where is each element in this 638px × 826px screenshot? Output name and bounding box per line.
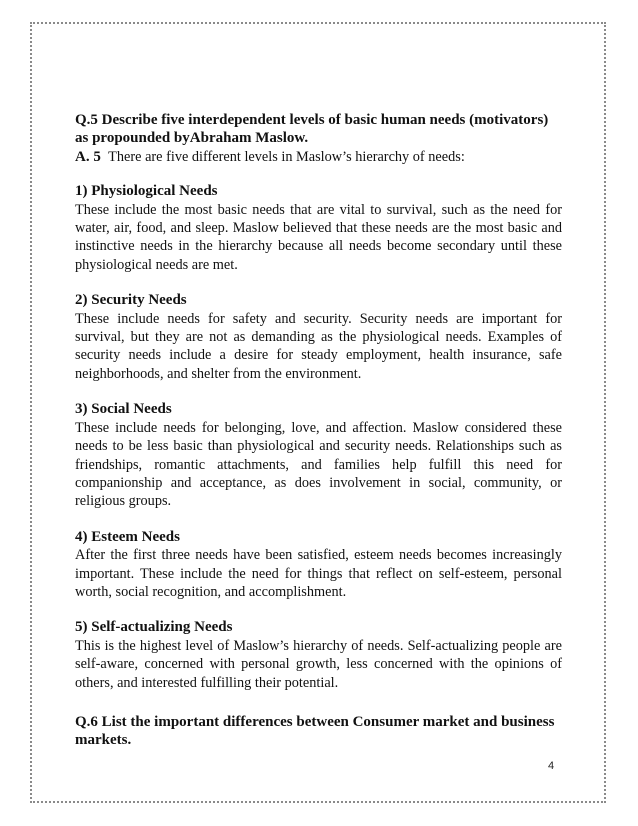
question-5-heading: Q.5 Describe five interdependent levels of basic human needs (motivators) as propounded byAbraham Maslow.	[75, 112, 549, 147]
section-title: 4) Esteem Needs	[75, 528, 180, 545]
section-body: These include needs for safety and security. Security needs are important for survival, but they are not as demanding as the physiological needs. Examples of security needs include a desire for steady employment, health insurance, safe neighborhoods, and shelter from the environment.	[75, 310, 562, 382]
document-content	[75, 111, 562, 709]
section-title: 1) Physiological Needs	[75, 183, 218, 200]
section-esteem-needs	[75, 528, 562, 602]
section-body: This is the highest level of Maslow’s hierarchy of needs. Self-actualizing people are self-aware, concerned with personal growth, less concerned with the opinions of others, and interested fulfilling their potential.	[75, 637, 562, 691]
question-6-heading: Q.6 List the important differences between Consumer market and business markets.	[75, 714, 555, 749]
section-social-needs	[75, 400, 562, 510]
section-security-needs	[75, 291, 562, 383]
section-title: 5) Self-actualizing Needs	[75, 619, 233, 636]
section-body: These include needs for belonging, love, and affection. Maslow considered these needs to be less basic than physiological and security needs. Relationships such as friendships, romantic attachments, and families help fulfill this need for companionship and acceptance, as does involvement in social, community, or religious groups.	[75, 419, 562, 510]
section-body: After the first three needs have been satisfied, esteem needs becomes increasingly important. These include the need for things that reflect on self-esteem, personal worth, social recognition, and accomplishment.	[75, 547, 562, 600]
answer-5-label: A. 5	[75, 148, 101, 165]
answer-5-text: There are five different levels in Maslow’s hierarchy of needs:	[108, 148, 465, 165]
section-body: These include the most basic needs that are vital to survival, such as the need for water, air, food, and sleep. Maslow believed that these needs are the most basic and instinctive needs in the hierarchy because all needs become secondary until these physiological needs are met.	[75, 201, 562, 273]
question-6-block	[75, 713, 562, 750]
page-number: 4	[548, 760, 555, 772]
section-title: 2) Security Needs	[75, 292, 187, 309]
section-title: 3) Social Needs	[75, 401, 172, 418]
answer-5-intro	[75, 148, 562, 166]
section-physiological-needs	[75, 182, 562, 274]
section-self-actualizing-needs	[75, 618, 562, 692]
